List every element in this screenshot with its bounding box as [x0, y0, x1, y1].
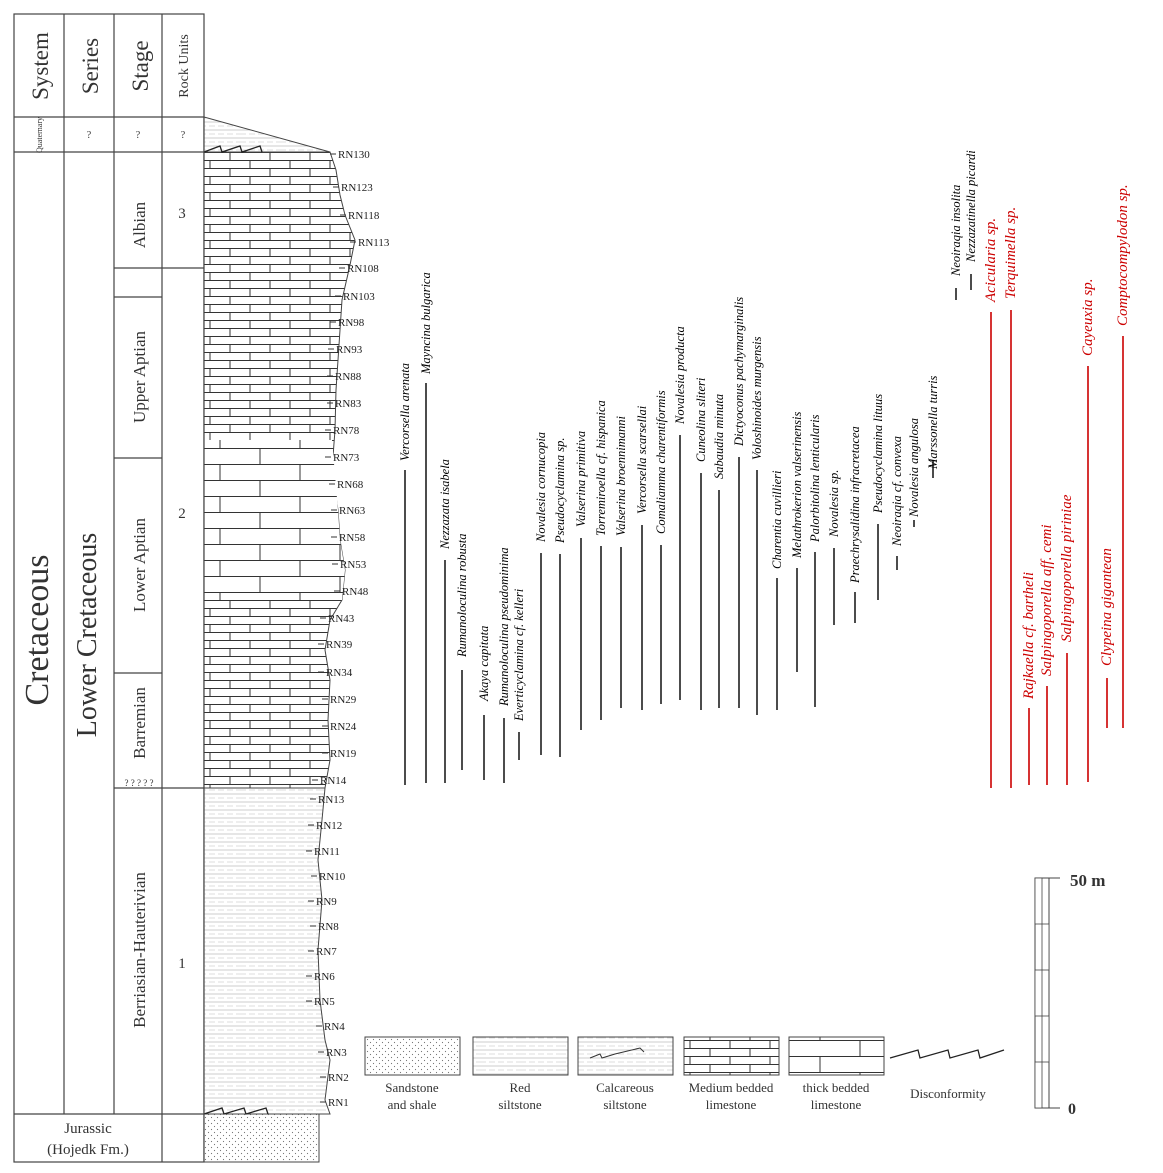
sample-label-rn9: RN9 [316, 896, 337, 908]
rock-unit-1: 1 [178, 956, 186, 972]
quaternary-cover [204, 117, 330, 152]
sample-label-rn73: RN73 [333, 452, 360, 464]
taxon-label: Novalesia producta [673, 326, 687, 424]
sample-label-rn43: RN43 [328, 613, 355, 625]
series-lower-cretaceous: Lower Cretaceous [72, 532, 103, 738]
legend-label-calc-siltstone-2: siltstone [603, 1097, 647, 1112]
taxon-label: Rajkaella cf. bartheli [1021, 571, 1037, 699]
taxon-label: Everticyclamina cf. kelleri [512, 588, 526, 721]
taxon-label: Pseudocyclamina lituus [871, 393, 885, 513]
sample-label-rn6: RN6 [314, 971, 335, 983]
taxon-label: Torremiroella cf. hispanica [594, 400, 608, 536]
taxon-label: Voloshinoides murgensis [750, 336, 764, 460]
sample-label-rn39: RN39 [326, 639, 353, 651]
sample-label-rn5: RN5 [314, 996, 335, 1008]
taxon-label: Nezzazatinella picardi [964, 150, 978, 262]
sample-label-rn7: RN7 [316, 946, 337, 958]
taxon-label: Neoiraqia insolita [949, 184, 963, 276]
system-jurassic-line2: (Hojedk Fm.) [47, 1142, 129, 1158]
legend-label-medium-limestone-1: Medium bedded [688, 1080, 774, 1095]
sample-label-rn24: RN24 [330, 721, 357, 733]
legend-label-red-siltstone-1: Red [509, 1080, 531, 1095]
sample-label-rn12: RN12 [316, 820, 343, 832]
legend-label-sandstone-2: and shale [387, 1097, 437, 1112]
sample-label-rn29: RN29 [330, 694, 357, 706]
taxon-label: Palorbitolina lenticularis [808, 414, 822, 542]
sample-label-rn1: RN1 [328, 1097, 349, 1109]
sample-label-rn53: RN53 [340, 559, 367, 571]
taxon-label: Melathrokerion valserinensis [790, 411, 804, 558]
sample-label-rn118: RN118 [348, 210, 380, 222]
legend-swatch-calcareous-siltstone [578, 1037, 673, 1075]
sample-label-rn63: RN63 [339, 505, 366, 517]
scale-bar-segment-5 [1035, 1062, 1042, 1108]
taxon-label: Marssonella turris [926, 375, 940, 469]
legend-label-red-siltstone-2: siltstone [498, 1097, 542, 1112]
scale-bar-segment-1 [1035, 878, 1042, 924]
system-cretaceous: Cretaceous [19, 554, 56, 706]
taxon-label: Salpingoporella aff. cemi [1039, 524, 1055, 676]
rock-unit-quaternary: ? [180, 130, 186, 141]
stage-column-header: Stage [128, 40, 153, 92]
legend-label-thick-limestone-1: thick bedded [802, 1080, 870, 1095]
lithology-legend [365, 1037, 1004, 1112]
taxon-label: Vercorsella arenata [398, 362, 412, 461]
rock-unit-3: 3 [178, 206, 186, 222]
scale-bar-bottom-label: 0 [1068, 1101, 1076, 1118]
system-column-header: System [28, 32, 53, 100]
taxon-label: Nezzazata isabela [438, 459, 452, 549]
taxon-label: Vercorsella scarsellai [635, 405, 649, 514]
sample-label-rn88: RN88 [335, 371, 362, 383]
legend-swatch-thick-limestone [789, 1037, 884, 1075]
thick-limestone-band [204, 440, 345, 600]
scale-bar-top-label: 50 m [1070, 871, 1106, 890]
scale-bar [1035, 871, 1105, 1118]
stage-lower-aptian: Lower Aptian [130, 518, 149, 612]
sample-label-rn10: RN10 [319, 871, 346, 883]
legend-swatch-disconformity [890, 1050, 1004, 1058]
rock-unit-2: 2 [178, 506, 186, 522]
stage-quaternary: ? [135, 130, 141, 141]
taxon-label: Valserina broennimanni [614, 415, 628, 536]
sample-label-rn2: RN2 [328, 1072, 349, 1084]
taxon-label: Akaya capitata [477, 625, 491, 701]
legend-label-thick-limestone-2: limestone [810, 1097, 862, 1112]
series-column-header: Series [78, 37, 103, 95]
legend-swatch-red-siltstone [473, 1037, 568, 1075]
sample-label-rn13: RN13 [318, 794, 345, 806]
jurassic-sandstone [204, 1114, 319, 1162]
legend-label-medium-limestone-2: limestone [705, 1097, 757, 1112]
sample-label-rn3: RN3 [326, 1047, 347, 1059]
legend-swatch-medium-limestone [684, 1037, 779, 1075]
legend-label-disconformity: Disconformity [910, 1086, 986, 1101]
taxon-label: Neoiraqia cf. convexa [890, 435, 904, 546]
taxon-label: Terquimella sp. [1003, 206, 1019, 299]
taxon-label: Mayncina bulgarica [419, 272, 433, 374]
sample-label-rn48: RN48 [342, 586, 369, 598]
taxon-label: Pseudocyclamina sp. [553, 437, 567, 543]
system-jurassic-line1: Jurassic [64, 1121, 112, 1137]
stage-upper-aptian: Upper Aptian [130, 330, 149, 424]
series-quaternary: ? [86, 130, 92, 141]
scale-bar-segment-3 [1035, 970, 1042, 1016]
sample-label-rn123: RN123 [341, 182, 373, 194]
scale-bar-segment-4 [1042, 1016, 1049, 1062]
taxon-label: Cayeuxia sp. [1080, 278, 1096, 356]
sample-label-rn113: RN113 [358, 237, 390, 249]
taxon-label: Rumanoloculina robusta [455, 533, 469, 657]
stage-boundary-uncertain: ? ? ? ? ? [124, 778, 154, 788]
sample-label-rn83: RN83 [335, 398, 362, 410]
sample-label-rn34: RN34 [326, 667, 353, 679]
taxon-label: Rumanoloculina pseudominima [497, 547, 511, 706]
rock-units-column-header: Rock Units [177, 34, 192, 98]
sample-label-rn130: RN130 [338, 149, 370, 161]
legend-label-sandstone-1: Sandstone [385, 1080, 439, 1095]
legend-swatch-sandstone [365, 1037, 460, 1075]
taxa-range-chart [398, 150, 1131, 788]
taxon-label: Comptocompylodon sp. [1115, 184, 1131, 326]
stage-barremian: Barremian [130, 687, 149, 759]
stage-albian: Albian [130, 201, 149, 249]
sample-label-rn8: RN8 [318, 921, 339, 933]
taxon-label: Charentia cuvillieri [770, 470, 784, 569]
taxon-label: Praechrysalidina infracretacea [848, 426, 862, 583]
legend-label-calc-siltstone-1: Calcareous [596, 1080, 654, 1095]
taxon-label: Dictyoconus pachymarginalis [732, 296, 746, 446]
scale-bar-segment-2 [1042, 924, 1049, 970]
sample-label-rn93: RN93 [336, 344, 363, 356]
sample-label-rn78: RN78 [333, 425, 360, 437]
taxon-label: Comaliamma charentiformis [654, 390, 668, 534]
sample-label-rn19: RN19 [330, 748, 357, 760]
taxon-label: Novalesia angulosa [907, 418, 921, 517]
stage-berriasian-hauterivian: Berriasian-Hauterivian [130, 872, 149, 1028]
sample-label-rn103: RN103 [343, 291, 375, 303]
sample-label-rn4: RN4 [324, 1021, 345, 1033]
sample-label-rn11: RN11 [314, 846, 340, 858]
taxon-label: Sabaudia minuta [712, 393, 726, 479]
sample-label-rn98: RN98 [338, 317, 365, 329]
sample-label-rn14: RN14 [320, 775, 347, 787]
sample-label-rn68: RN68 [337, 479, 364, 491]
taxon-label: Salpingoporella piriniae [1059, 494, 1075, 642]
taxon-label: Acicularia sp. [983, 217, 999, 302]
sample-label-rn58: RN58 [339, 532, 366, 544]
taxon-label: Clypeina gigantean [1099, 548, 1115, 666]
taxon-label: Novalesia sp. [827, 469, 841, 537]
system-quaternary: Quaternary [35, 117, 44, 153]
sample-label-rn108: RN108 [347, 263, 379, 275]
taxon-label: Valserina primitiva [574, 430, 588, 527]
taxon-label: Novalesia cornucopia [534, 431, 548, 542]
taxon-label: Cuneolina sliteri [694, 377, 708, 462]
